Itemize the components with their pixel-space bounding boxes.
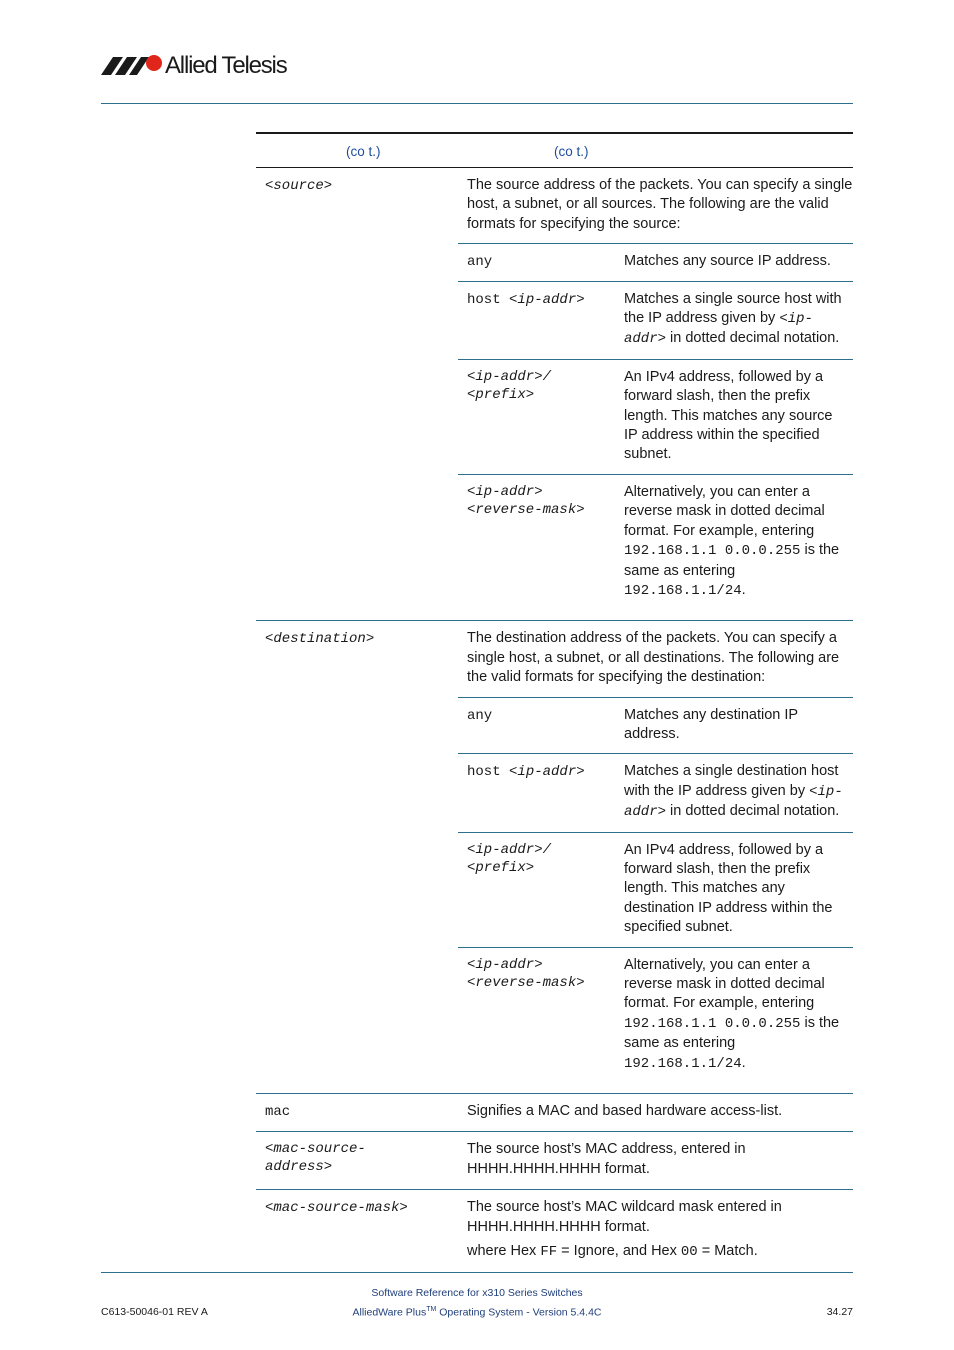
parameter-name: <source> [265,178,333,194]
format-keyword: any [467,707,493,724]
format-description: Alternatively, you can enter a reverse mask in dotted decimal format. For example, entering 192.168.1.1 0.0.0.255 is the same as entering 192.168.1.1/24. [624,956,840,1072]
table-row [256,1190,853,1272]
format-argument: <ip-addr> [509,764,585,781]
parameter-name: <mac-source-mask> [265,1200,408,1217]
format-description: Alternatively, you can enter a reverse mask in dotted decimal format. For example, entering 192.168.1.1 0.0.0.255 is the same as entering 192.168.1.1/24. [624,483,840,599]
format-keyword: host [467,291,510,308]
format-subtable [458,697,853,1084]
header-rule [101,103,853,104]
parameter-name: mac [265,1104,291,1121]
format-argument: <ip-addr> [467,956,543,973]
subtable-row [458,947,853,1083]
parameter-table [256,132,853,1272]
table-row [256,621,853,1094]
table-row [256,1132,853,1190]
footer-rule [101,1272,853,1273]
table-header [256,132,853,168]
format-argument: <ip-addr> [509,291,585,308]
format-argument: <ip-addr>/ [467,368,552,385]
page-number: 34.27 [826,1306,853,1318]
footer-document-code: C613-50046-01 REV A [101,1306,208,1318]
parameter-description: The source host’s MAC address, entered in HHHH.HHHH.HHHH format. [467,1141,746,1177]
format-keyword: host [467,764,510,781]
subtable-row [458,243,853,280]
format-subtable [458,243,853,610]
parameter-name: <destination> [265,631,375,648]
subtable-row [458,474,853,610]
column-header-description: (co t.) [554,144,589,159]
footer-document-title: Software Reference for x310 Series Switches [371,1287,583,1299]
parameter-description: Signifies a MAC and based hardware access-list. [467,1103,783,1120]
table-row [256,1094,853,1132]
parameter-description: The source address of the packets. You can specify a single host, a subnet, or all sources. The following are the valid formats for specifying the source: [467,177,853,232]
footer-os-version: AlliedWare Plus™ Operating System - Version 5.4.4C [352,1306,602,1319]
subtable-row [458,832,853,947]
parameter-note: where Hex FF = Ignore, and Hex 00 = Match. [467,1243,758,1261]
subtable-row [458,697,853,754]
table-row [256,168,853,621]
format-keyword: any [467,254,493,271]
format-argument: <prefix> [467,859,535,876]
parameter-name: <mac-source- [265,1141,366,1158]
format-argument: <reverse-mask> [467,974,585,991]
subtable-row [458,359,853,474]
format-argument: <reverse-mask> [467,501,585,518]
format-description: An IPv4 address, followed by a forward slash, then the prefix length. This matches any source IP address within the specified subnet. [624,368,833,463]
format-description: Matches any destination IP address. [624,706,798,742]
parameter-description: The source host’s MAC wildcard mask entered in HHHH.HHHH.HHHH format. [467,1199,782,1235]
subtable-row [458,753,853,831]
parameter-description: The destination address of the packets. You can specify a single host, a subnet, or all destinations. The following are the valid formats for specifying the destination: [467,630,840,686]
format-argument: <ip-addr>/ [467,841,552,858]
format-description: An IPv4 address, followed by a forward slash, then the prefix length. This matches any destination IP address within the specified subnet. [624,841,833,936]
logo-text: Allied Telesis [165,52,287,79]
parameter-name: address> [265,1159,333,1176]
format-argument: <ip-addr> [467,483,543,500]
format-argument: <prefix> [467,386,535,403]
format-description: Matches a single destination host with the IP address given by <ip-addr> in dotted decimal notation. [624,763,843,821]
format-description: Matches any source IP address. [624,253,831,270]
allied-telesis-logo [101,52,295,80]
format-description: Matches a single source host with the IP address given by <ip-addr> in dotted decimal notation. [624,290,842,348]
logo-mark-icon [101,54,163,76]
column-header-parameter: (co t.) [346,144,381,159]
subtable-row [458,281,853,359]
